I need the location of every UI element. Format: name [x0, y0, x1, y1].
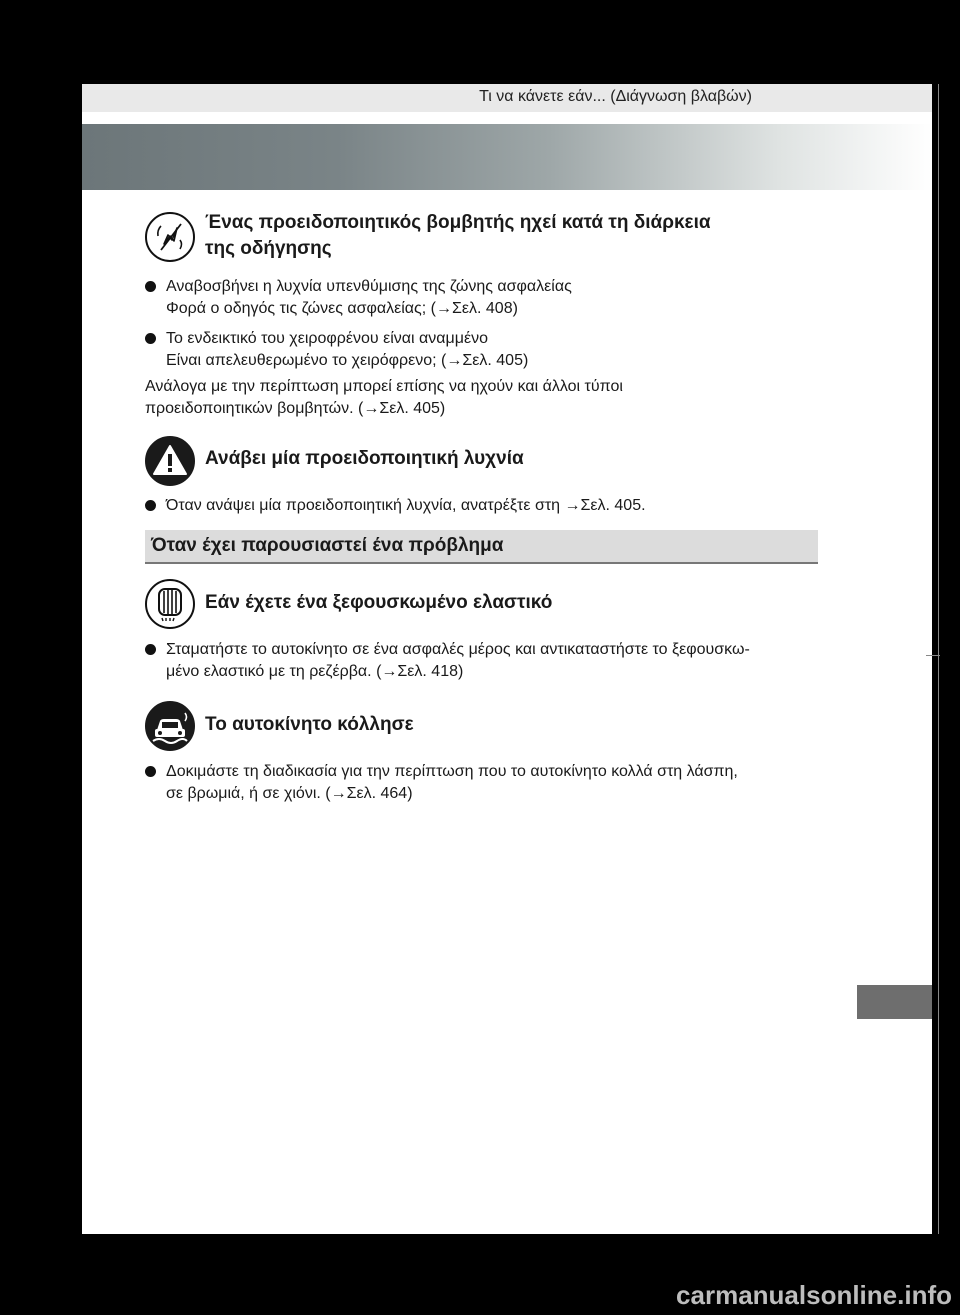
note-text: Ανάλογα με την περίπτωση μπορεί επίσης να ηχούν και άλλοι τύποι — [145, 378, 623, 395]
bullet-text: Δοκιμάστε τη διαδικασία για την περίπτωση που το αυτοκίνητο κολλά στη λάσπη, — [166, 763, 738, 780]
crop-mark — [938, 84, 939, 1234]
chapter-banner — [82, 124, 932, 190]
list-item — [166, 639, 816, 683]
bullet-text: Είναι απελευθερωμένο το χειρόφρενο; (→Σελ. 405) — [166, 352, 529, 369]
bullet-text: Το ενδεικτικό του χειροφρένου είναι αναμμένο — [166, 330, 488, 347]
bullet-text: Φορά ο οδηγός τις ζώνες ασφαλείας; (→Σελ. 408) — [166, 300, 518, 317]
list-item — [166, 276, 816, 320]
bullet-text: Αναβοσβήνει η λυχνία υπενθύμισης της ζώνης ασφαλείας — [166, 278, 572, 295]
crop-mark — [926, 655, 940, 656]
list-item — [166, 761, 816, 805]
list-item — [166, 495, 816, 517]
section-bar — [145, 530, 818, 564]
chapter-side-tab — [857, 985, 932, 1019]
flat-tire-icon — [145, 579, 195, 629]
warning-triangle-icon — [145, 436, 195, 486]
section-heading-stuck-car: Το αυτοκίνητο κόλλησε — [205, 714, 414, 735]
bullet-text: Σταματήστε το αυτοκίνητο σε ένα ασφαλές μέρος και αντικαταστήστε το ξεφουσκω- — [166, 641, 750, 658]
section-heading-warning-light: Ανάβει μία προειδοποιητική λυχνία — [205, 448, 524, 469]
manual-page — [82, 84, 932, 1234]
bullet-text: μένο ελαστικό με τη ρεζέρβα. (→Σελ. 418) — [166, 663, 464, 680]
bullet-text: Όταν ανάψει μία προειδοποιητική λυχνία, ανατρέξτε στη →Σελ. 405. — [166, 497, 646, 514]
section-heading-flat-tire: Εάν έχετε ένα ξεφουσκωμένο ελαστικό — [205, 592, 553, 613]
list-item — [166, 328, 816, 372]
note-paragraph — [145, 376, 816, 420]
section-heading-buzzer — [205, 210, 711, 262]
section-bar-title: Όταν έχει παρουσιαστεί ένα πρόβλημα — [151, 535, 504, 556]
stuck-car-icon — [145, 701, 195, 751]
note-text: προειδοποιητικών βομβητών. (→Σελ. 405) — [145, 400, 446, 417]
heading-line: Ένας προειδοποιητικός βομβητής ηχεί κατά τη διάρκεια — [205, 212, 711, 233]
running-header — [82, 84, 932, 112]
bullet-text: σε βρωμιά, ή σε χιόνι. (→Σελ. 464) — [166, 785, 413, 802]
buzzer-icon — [145, 212, 195, 262]
heading-line: της οδήγησης — [205, 238, 332, 259]
watermark: carmanualsonline.info — [676, 1280, 952, 1310]
running-header-title: Τι να κάνετε εάν... (Διάγνωση βλαβών) — [479, 88, 752, 105]
